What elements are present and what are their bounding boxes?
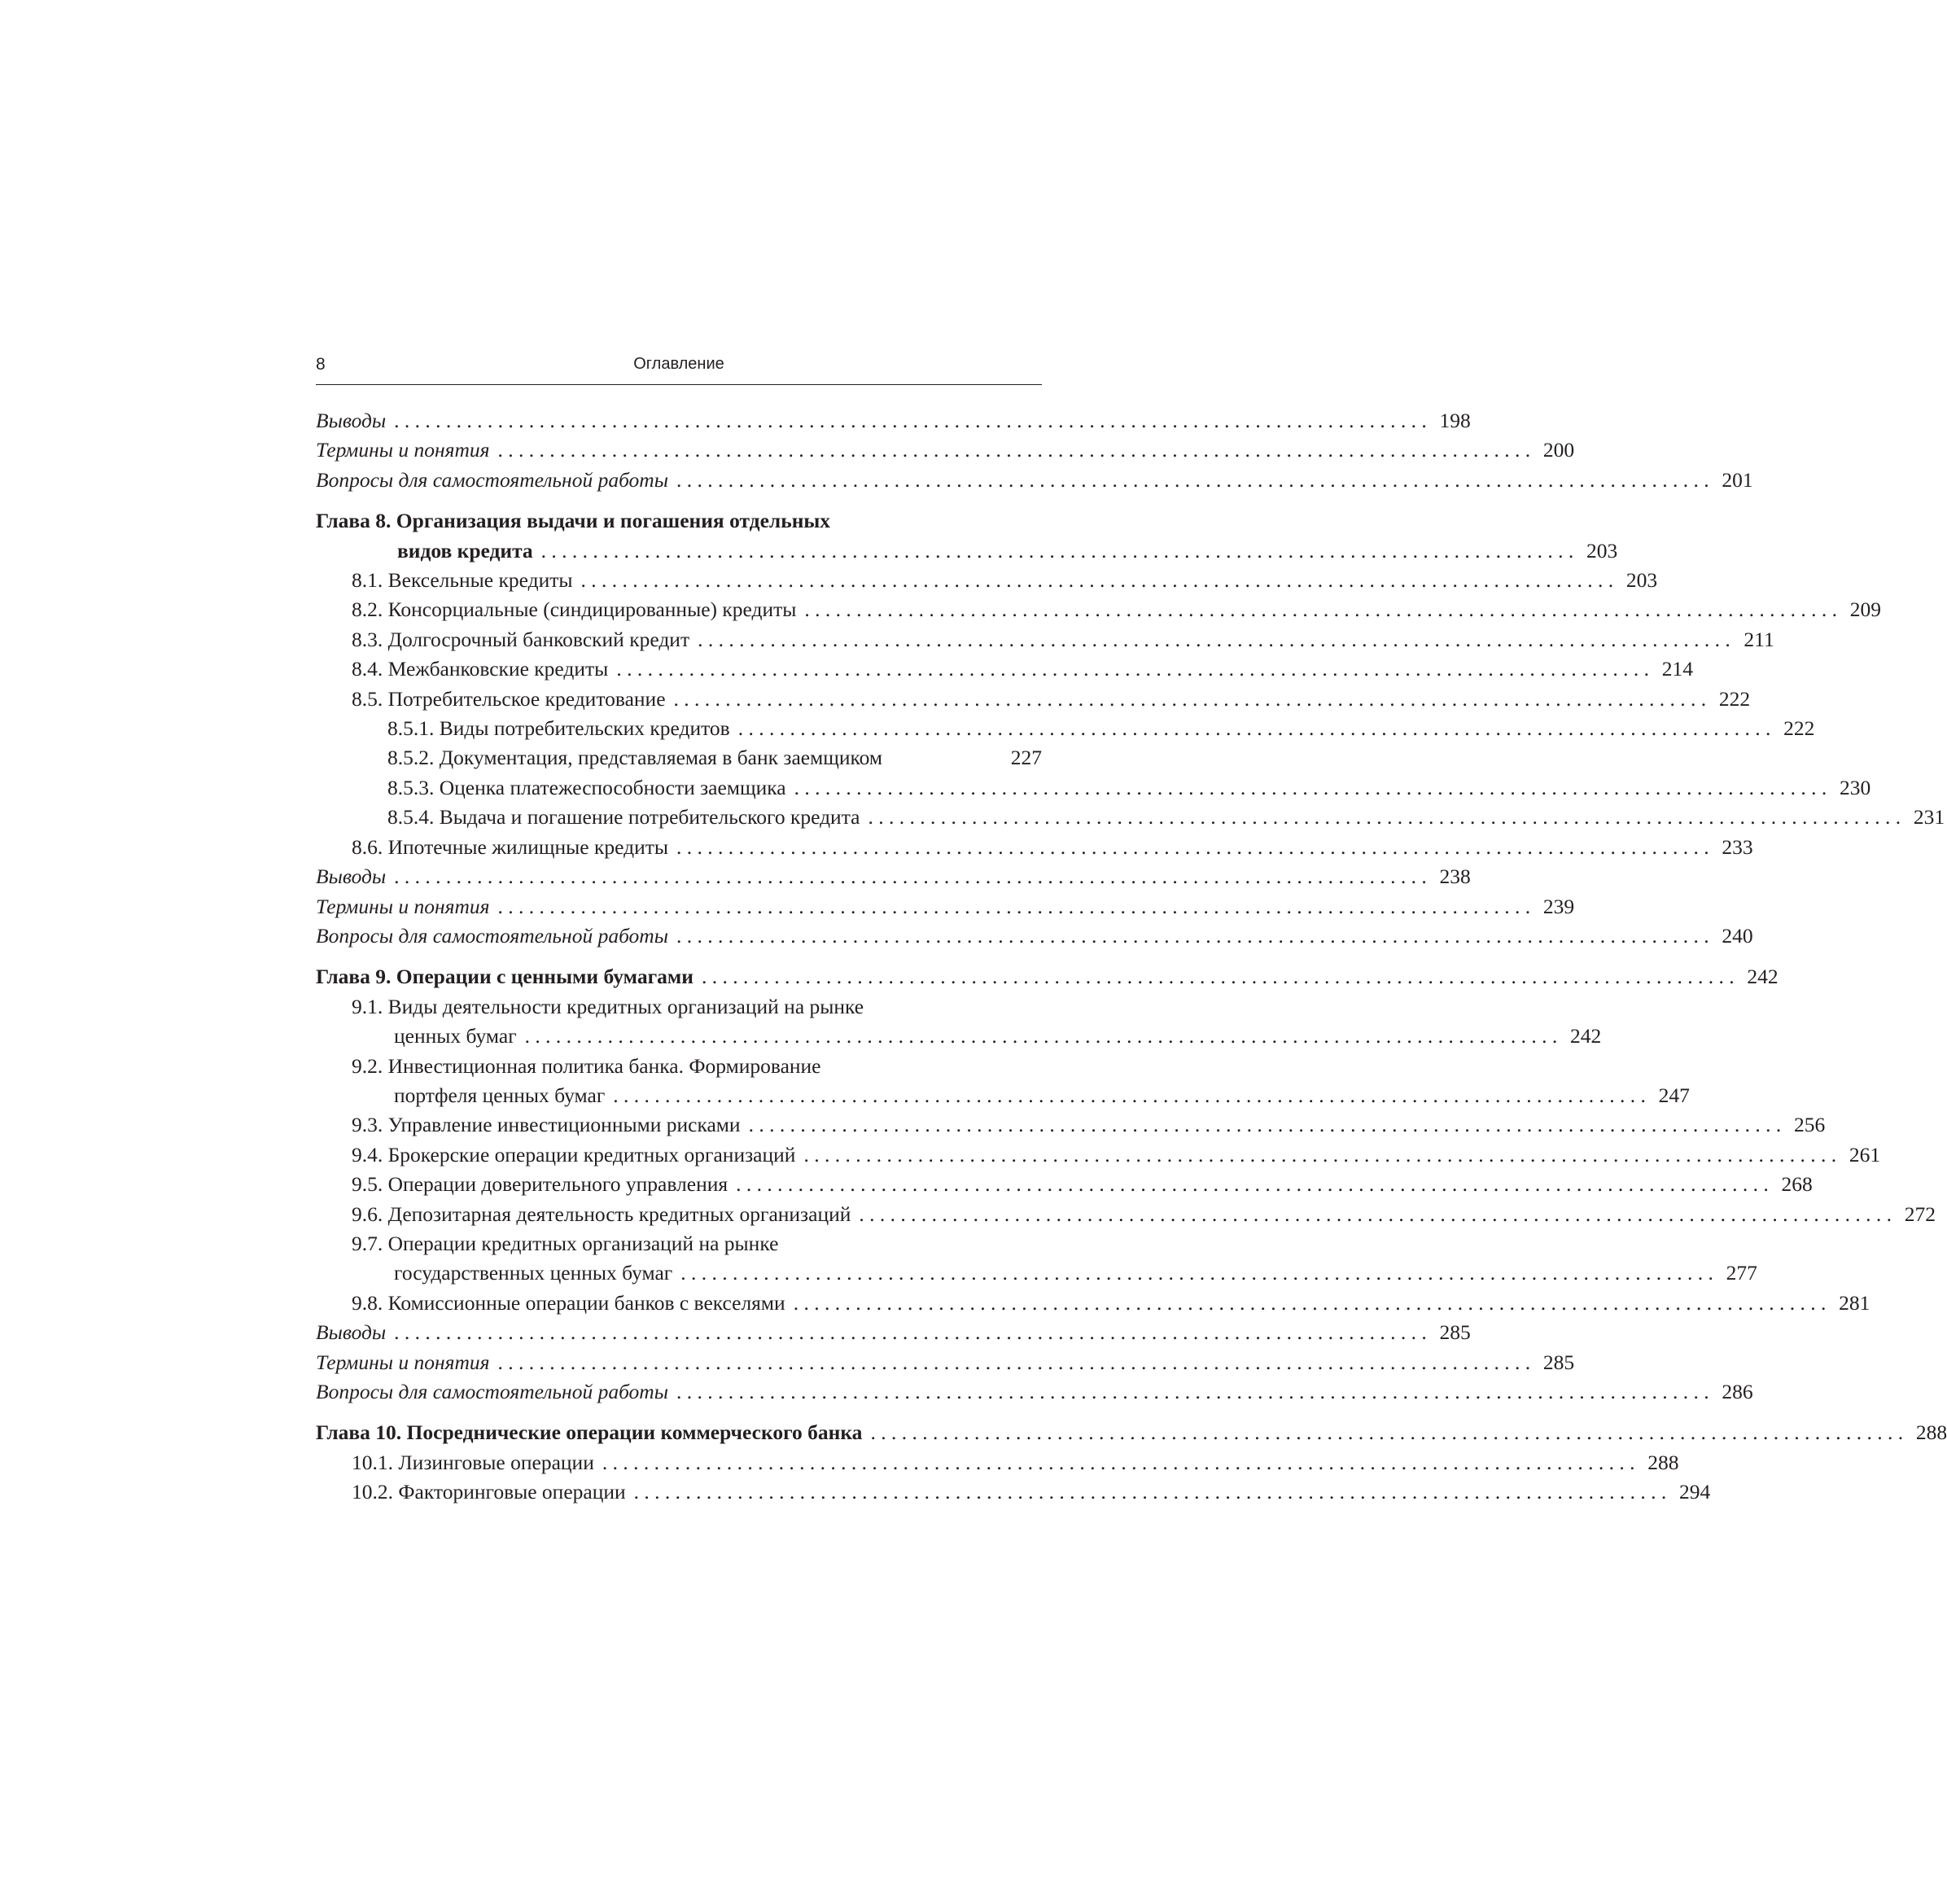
toc-entry-terms[interactable] xyxy=(316,892,1575,921)
toc-entry-conclusions[interactable] xyxy=(316,1318,1471,1347)
toc-entry-label xyxy=(352,685,666,714)
section-number: 10.1. xyxy=(352,1450,393,1474)
section-title: Вексельные кредиты xyxy=(387,568,573,593)
section-number: 8.4. xyxy=(352,657,383,681)
section-number: 9.4. xyxy=(352,1142,383,1166)
toc-entry-terms[interactable] xyxy=(316,1348,1575,1377)
toc-entry-questions[interactable] xyxy=(316,1377,1753,1407)
dot-leader: . . . . . . . . . . . . . . . . . . . . . . . . . . . . . . . . . . . . . . . . . . . . . . . . . . . . . . . . . . . . . . . . . . . . . . . . . . . . . . . . . . . . . . . . . . . . . . . . . . . . xyxy=(676,834,1709,859)
toc-entry-label: Термины и понятия xyxy=(316,894,490,918)
dot-leader: . . . . . . . . . . . . . . . . . . . . . . . . . . . . . . . . . . . . . . . . . . . . . . . . . . . . . . . . . . . . . . . . . . . . . . . . . . . . . . . . . . . . . . . . . . . . . . . . . . . . xyxy=(394,409,1427,432)
toc-entry-label xyxy=(387,714,730,743)
toc-entry-label xyxy=(352,1289,785,1318)
toc-entry-label xyxy=(352,1170,728,1199)
section-title: Межбанковские кредиты xyxy=(387,657,609,681)
chapter-8-title-line2[interactable] xyxy=(316,536,1618,566)
dot-leader: . . . . . . . . . . . . . . . . . . . . . . . . . . . . . . . . . . . . . . . . . . . . . . . . . . . . . . . . . . . . . . . . . . . . . . . . . . . . . . . . . . . . . . . . . . . . . . . . . . . . xyxy=(540,538,1574,562)
dot-leader: . . . . . . . . . . . . . . . . . . . . . . . . . . . . . . . . . . . . . . . . . . . . . . . . . . . . . . . . . . . . . . . . . . . . . . . . . . . . . . . . . . . . . . . . . . . . . . . . . . . . xyxy=(497,894,1531,918)
table-of-contents xyxy=(316,406,1947,1508)
toc-entry-label xyxy=(387,803,860,832)
section-number: 9.3. xyxy=(352,1113,383,1137)
section-number: 10.2. xyxy=(352,1480,393,1504)
chapter-10-title[interactable] xyxy=(316,1418,1947,1447)
section-title: Управление инвестиционными рисками xyxy=(387,1113,741,1137)
toc-entry-label xyxy=(352,625,689,654)
toc-entry-label: Вопросы для самостоятельной работы xyxy=(316,1380,668,1403)
chapter-9-title[interactable] xyxy=(316,962,1779,991)
dot-leader: . . . . . . . . . . . . . . . . . . . . . . . . . . . . . . . . . . . . . . . . . . . . . . . . . . . . . . . . . . . . . . . . . . . . . . . . . . . . . . . . . . . . . . . . . . . . . . . . . . . . xyxy=(497,438,1531,462)
toc-entry-8-5-4[interactable] xyxy=(316,803,1945,832)
section-number: 8.5.4. xyxy=(387,805,435,829)
section-title: Долгосрочный банковский кредит xyxy=(387,627,690,651)
toc-page-number: 238 xyxy=(1439,864,1471,889)
toc-entry-line2 xyxy=(352,1022,1602,1051)
dot-leader: . . . . . . . . . . . . . . . . . . . . . . . . . . . . . . . . . . . . . . . . . . . . . . . . . . . . . . . . . . . . . . . . . . . . . . . . . . . . . . . . . . . . . . . . . . . . . . . . . . . . xyxy=(394,864,1427,889)
section-title: Виды деятельности кредитных организаций на рынке xyxy=(387,994,864,1018)
toc-entry-9-3[interactable] xyxy=(316,1110,1826,1140)
dot-leader: . . . . . . . . . . . . . . . . . . . . . . . . . . . . . . . . . . . . . . . . . . . . . . . . . . . . . . . . . . . . . . . . . . . . . . . . . . . . . . . . . . . . . . . . . . . . . . . . . . . . xyxy=(616,657,1649,681)
toc-entry-9-5[interactable] xyxy=(316,1170,1813,1199)
chapter-8-title-line1[interactable]: Глава 8. Организация выдачи и погашения отдельных xyxy=(316,509,831,533)
section-title: Операции кредитных организаций на рынке xyxy=(387,1231,779,1255)
toc-page-number: 247 xyxy=(1658,1083,1690,1107)
toc-entry-terms[interactable] xyxy=(316,436,1575,465)
toc-entry-label-line1 xyxy=(352,1229,1042,1258)
toc-entry-8-5-3[interactable] xyxy=(316,773,1871,803)
section-title: Комиссионные операции банков с векселями xyxy=(387,1290,785,1315)
dot-leader: . . . . . . . . . . . . . . . . . . . . . . . . . . . . . . . . . . . . . . . . . . . . . . . . . . . . . . . . . . . . . . . . . . . . . . . . . . . . . . . . . . . . . . . . . . . . . . . . . . . . xyxy=(602,1450,1635,1474)
toc-page-number: 222 xyxy=(1718,686,1751,711)
toc-page-number: 285 xyxy=(1439,1320,1471,1345)
toc-entry-label: видов кредита xyxy=(397,538,533,562)
toc-entry-9-2[interactable] xyxy=(316,1052,1690,1111)
dot-leader: . . . . . . . . . . . . . . . . . . . . . . . . . . . . . . . . . . . . . . . . . . . . . . . . . . . . . . . . . . . . . . . . . . . . . . . . . . . . . . . . . . . . . . . . . . . . . . . . . . . . xyxy=(497,1350,1531,1374)
section-number: 8.1. xyxy=(352,568,383,593)
toc-entry-9-7[interactable] xyxy=(316,1229,1757,1289)
section-number: 9.6. xyxy=(352,1201,383,1226)
toc-page-number: 294 xyxy=(1679,1480,1711,1504)
dot-leader: . . . . . . . . . . . . . . . . . . . . . . . . . . . . . . . . . . . . . . . . . . . . . . . . . . . . . . . . . . . . . . . . . . . . . . . . . . . . . . . . . . . . . . . . . . . . . . . . . . . . xyxy=(737,716,1771,741)
toc-page-number: 281 xyxy=(1839,1290,1870,1315)
dot-leader: . . . . . . . . . . . . . . . . . . . . . . . . . . . . . . . . . . . . . . . . . . . . . . . . . . . . . . . . . . . . . . . . . . . . . . . . . . . . . . . . . . . . . . . . . . . . . . . . . . . . xyxy=(698,627,1730,651)
toc-entry-label: Термины и понятия xyxy=(316,1350,490,1374)
toc-entry-label-line2: государственных ценных бумаг xyxy=(394,1261,673,1285)
section-title: Операции доверительного управления xyxy=(387,1172,728,1197)
toc-page-number: 209 xyxy=(1849,597,1882,622)
section-number: 8.5.2. xyxy=(387,746,435,770)
toc-page-number: 198 xyxy=(1439,409,1471,432)
section-number: 8.5. xyxy=(352,686,383,711)
dot-leader: . . . . . . . . . . . . . . . . . . . . . . . . . . . . . . . . . . . . . . . . . . . . . . . . . . . . . . . . . . . . . . . . . . . . . . . . . . . . . . . . . . . . . . . . . . . . . . . . . . . . xyxy=(633,1480,1667,1504)
toc-entry-label-line1 xyxy=(352,1052,1042,1081)
toc-entry-label: Выводы xyxy=(316,864,387,889)
toc-entry-label xyxy=(387,773,786,803)
toc-entry-8-1[interactable] xyxy=(316,566,1658,595)
toc-entry-label xyxy=(387,743,882,773)
book-page xyxy=(316,348,1947,1508)
toc-page-number: 230 xyxy=(1839,775,1871,799)
section-title: Брокерские операции кредитных организаций xyxy=(387,1142,796,1166)
dot-leader: . . . . . . . . . . . . . . . . . . . . . . . . . . . . . . . . . . . . . . . . . . . . . . . . . . . . . . . . . . . . . . . . . . . . . . . . . . . . . . . . . . . . . . . . . . . . . . . . . . . . xyxy=(524,1024,1558,1048)
toc-entry-label xyxy=(352,566,573,595)
toc-page-number: 242 xyxy=(1570,1024,1602,1048)
toc-entry-conclusions[interactable] xyxy=(316,862,1471,891)
running-head xyxy=(316,348,1042,385)
toc-entry-label xyxy=(352,595,796,624)
toc-entry-label xyxy=(352,1110,741,1140)
section-title: Ипотечные жилищные кредиты xyxy=(387,834,668,859)
toc-page-number: 203 xyxy=(1586,538,1618,562)
toc-page-number: 233 xyxy=(1722,834,1753,859)
toc-page-number: 240 xyxy=(1722,923,1753,948)
toc-entry-label: Выводы xyxy=(316,409,387,432)
dot-leader: . . . . . . . . . . . . . . . . . . . . . . . . . . . . . . . . . . . . . . . . . . . . . . . . . . . . . . . . . . . . . . . . . . . . . . . . . . . . . . . . . . . . . . . . . . . . . . . . . . . . xyxy=(394,1320,1427,1345)
toc-page-number: 261 xyxy=(1849,1142,1881,1166)
section-title: Факторинговые операции xyxy=(398,1480,626,1504)
toc-entry-8-6[interactable] xyxy=(316,833,1753,862)
toc-entry-label: Вопросы для самостоятельной работы xyxy=(316,923,668,948)
section-number: 9.7. xyxy=(352,1231,383,1255)
section-title: Лизинговые операции xyxy=(398,1450,594,1474)
dot-leader: . . . . . . . . . . . . . . . . . . . . . . . . . . . . . . . . . . . . . . . . . . . . . . . . . . . . . . . . . . . . . . . . . . . . . . . . . . . . . . . . . . . . . . . . . . . . . . . . . . . . xyxy=(580,568,1614,593)
dot-leader: . . . . . . . . . . . . . . . . . . . . . . . . . . . . . . . . . . . . . . . . . . . . . . . . . . . . . . . . . . . . . . . . . . . . . . . . . . . . . . . . . . . . . . . . . . . . . . . . . . . . xyxy=(673,686,1707,711)
dot-leader: . . . . . . . . . . . . . . . . . . . . . . . . . . . . . . . . . . . . . . . . . . . . . . . . . . . . . . . . . . . . . . . . . . . . . . . . . . . . . . . . . . . . . . . . . . . . . . . . . . . . xyxy=(804,597,1838,622)
toc-entry-8-5-2[interactable] xyxy=(316,743,1042,773)
section-title: Виды потребительских кредитов xyxy=(439,716,730,741)
toc-entry-label: Глава 9. Операции с ценными бумагами xyxy=(316,965,693,989)
toc-entry-label xyxy=(352,1448,594,1477)
toc-entry-label: Термины и понятия xyxy=(316,438,490,462)
toc-page-number: 277 xyxy=(1726,1261,1757,1285)
section-title: Инвестиционная политика банка. Формирование xyxy=(387,1053,821,1078)
section-title: Документация, представляемая в банк заемщиком xyxy=(439,746,883,770)
dot-leader: . . . . . . . . . . . . . . . . . . . . . . . . . . . . . . . . . . . . . . . . . . . . . . . . . . . . . . . . . . . . . . . . . . . . . . . . . . . . . . . . . . . . . . . . . . . . . . . . . . . . xyxy=(676,467,1709,492)
toc-entry-8-5[interactable] xyxy=(316,685,1751,714)
section-number: 9.1. xyxy=(352,994,383,1018)
toc-page-number: 286 xyxy=(1722,1380,1753,1403)
section-number: 8.5.1. xyxy=(387,716,435,741)
toc-entry-9-8[interactable] xyxy=(316,1289,1870,1318)
toc-page-number: 272 xyxy=(1904,1201,1936,1226)
toc-entry-8-5-1[interactable] xyxy=(316,714,1815,743)
toc-page-number: 214 xyxy=(1661,657,1693,681)
dot-leader: . . . . . . . . . . . . . . . . . . . . . . . . . . . . . . . . . . . . . . . . . . . . . . . . . . . . . . . . . . . . . . . . . . . . . . . . . . . . . . . . . . . . . . . . . . . . . . . . . . . . xyxy=(793,1290,1827,1315)
toc-entry-label xyxy=(352,654,608,684)
section-number: 8.5.3. xyxy=(387,775,435,799)
dot-leader: . . . . . . . . . . . . . . . . . . . . . . . . . . . . . . . . . . . . . . . . . . . . . . . . . . . . . . . . . . . . . . . . . . . . . . . . . . . . . . . . . . . . . . . . . . . . . . . . . . . . xyxy=(676,1380,1709,1403)
toc-page-number: 242 xyxy=(1747,965,1779,989)
toc-page-number: 288 xyxy=(1915,1420,1947,1445)
toc-entry-label: Вопросы для самостоятельной работы xyxy=(316,467,668,492)
dot-leader: . . . . . . . . . . . . . . . . . . . . . . . . . . . . . . . . . . . . . . . . . . . . . . . . . . . . . . . . . . . . . . . . . . . . . . . . . . . . . . . . . . . . . . . . . . . . . . . . . . . . xyxy=(803,1142,1837,1166)
section-title: Консорциальные (синдицированные) кредиты xyxy=(387,597,797,622)
toc-entry-8-3[interactable] xyxy=(316,625,1774,654)
dot-leader: . . . . . . . . . . . . . . . . . . . . . . . . . . . . . . . . . . . . . . . . . . . . . . . . . . . . . . . . . . . . . . . . . . . . . . . . . . . . . . . . . . . . . . . . . . . . . . . . . . . . xyxy=(868,805,1901,829)
toc-entry-10-2[interactable] xyxy=(316,1477,1711,1507)
toc-page-number: 200 xyxy=(1542,438,1575,462)
toc-page-number: 268 xyxy=(1781,1172,1813,1197)
toc-entry-label-line1 xyxy=(352,992,1042,1022)
toc-entry-9-6[interactable] xyxy=(316,1200,1936,1229)
dot-leader: . . . . . . . . . . . . . . . . . . . . . . . . . . . . . . . . . . . . . . . . . . . . . . . . . . . . . . . . . . . . . . . . . . . . . . . . . . . . . . . . . . . . . . . . . . . . . . . . . . . . xyxy=(613,1083,1646,1107)
toc-page-number: 239 xyxy=(1542,894,1575,918)
toc-page-number: 285 xyxy=(1542,1350,1575,1374)
section-number: 9.5. xyxy=(352,1172,383,1197)
toc-entry-label-line2: портфеля ценных бумаг xyxy=(394,1083,606,1107)
toc-entry-label xyxy=(352,1140,795,1170)
section-number: 8.3. xyxy=(352,627,383,651)
toc-page-number: 201 xyxy=(1722,467,1753,492)
toc-entry-label xyxy=(352,1477,626,1507)
toc-entry-conclusions[interactable] xyxy=(316,406,1471,436)
dot-leader: . . . . . . . . . . . . . . . . . . . . . . . . . . . . . . . . . . . . . . . . . . . . . . . . . . . . . . . . . . . . . . . . . . . . . . . . . . . . . . . . . . . . . . . . . . . . . . . . . . . . xyxy=(736,1172,1769,1197)
toc-page-number: 211 xyxy=(1744,627,1774,651)
toc-entry-label xyxy=(352,833,668,862)
dot-leader: . . . . . . . . . . . . . . . . . . . . . . . . . . . . . . . . . . . . . . . . . . . . . . . . . . . . . . . . . . . . . . . . . . . . . . . . . . . . . . . . . . . . . . . . . . . . . . . . . . . . xyxy=(702,965,1735,989)
toc-page-number: 203 xyxy=(1625,568,1658,593)
section-title: Оглавление xyxy=(633,355,724,373)
section-title: Оценка платежеспособности заемщика xyxy=(439,775,786,799)
toc-entry-label-line2: ценных бумаг xyxy=(394,1024,517,1048)
section-number: 9.8. xyxy=(352,1290,383,1315)
toc-entry-line2 xyxy=(352,1081,1690,1110)
section-title: Выдача и погашение потребительского кредита xyxy=(439,805,860,829)
dot-leader: . . . . . . . . . . . . . . . . . . . . . . . . . . . . . . . . . . . . . . . . . . . . . . . . . . . . . . . . . . . . . . . . . . . . . . . . . . . . . . . . . . . . . . . . . . . . . . . . . . . . xyxy=(859,1201,1892,1226)
dot-leader: . . . . . . . . . . . . . . . . . . . . . . . . . . . . . . . . . . . . . . . . . . . . . . . . . . . . . . . . . . . . . . . . . . . . . . . . . . . . . . . . . . . . . . . . . . . . . . . . . . . . xyxy=(870,1420,1904,1445)
toc-entry-label: Выводы xyxy=(316,1320,387,1345)
section-number: 9.2. xyxy=(352,1053,383,1078)
section-title: Депозитарная деятельность кредитных организаций xyxy=(387,1201,851,1226)
toc-page-number: 256 xyxy=(1793,1113,1826,1137)
page-number: 8 xyxy=(316,355,326,374)
dot-leader: . . . . . . . . . . . . . . . . . . . . . . . . . . . . . . . . . . . . . . . . . . . . . . . . . . . . . . . . . . . . . . . . . . . . . . . . . . . . . . . . . . . . . . . . . . . . . . . . . . . . xyxy=(794,775,1827,799)
dot-leader: . . . . . . . . . . . . . . . . . . . . . . . . . . . . . . . . . . . . . . . . . . . . . . . . . . . . . . . . . . . . . . . . . . . . . . . . . . . . . . . . . . . . . . . . . . . . . . . . . . . . xyxy=(748,1113,1782,1137)
toc-entry-line2 xyxy=(352,1258,1757,1288)
section-number: 8.6. xyxy=(352,834,383,859)
toc-entry-label: Глава 10. Посреднические операции коммерческого банка xyxy=(316,1420,863,1445)
section-title: Потребительское кредитование xyxy=(387,686,666,711)
toc-entry-8-2[interactable] xyxy=(316,595,1882,624)
toc-page-number: 288 xyxy=(1647,1450,1679,1474)
chapter-8-block xyxy=(316,506,1618,566)
toc-entry-10-1[interactable] xyxy=(316,1448,1679,1477)
toc-entry-questions[interactable] xyxy=(316,466,1753,495)
section-number: 8.2. xyxy=(352,597,383,622)
toc-entry-8-4[interactable] xyxy=(316,654,1693,684)
toc-entry-9-4[interactable] xyxy=(316,1140,1881,1170)
toc-page-number: 222 xyxy=(1783,716,1815,741)
toc-entry-9-1[interactable] xyxy=(316,992,1602,1052)
dot-leader: . . . . . . . . . . . . . . . . . . . . . . . . . . . . . . . . . . . . . . . . . . . . . . . . . . . . . . . . . . . . . . . . . . . . . . . . . . . . . . . . . . . . . . . . . . . . . . . . . . . . xyxy=(676,923,1709,948)
toc-page-number: 227 xyxy=(1010,746,1042,770)
toc-page-number: 231 xyxy=(1913,805,1945,829)
toc-entry-questions[interactable] xyxy=(316,921,1753,951)
dot-leader: . . . . . . . . . . . . . . . . . . . . . . . . . . . . . . . . . . . . . . . . . . . . . . . . . . . . . . . . . . . . . . . . . . . . . . . . . . . . . . . . . . . . . . . . . . . . . . . . . . . . xyxy=(680,1261,1713,1285)
toc-entry-label xyxy=(352,1200,851,1229)
